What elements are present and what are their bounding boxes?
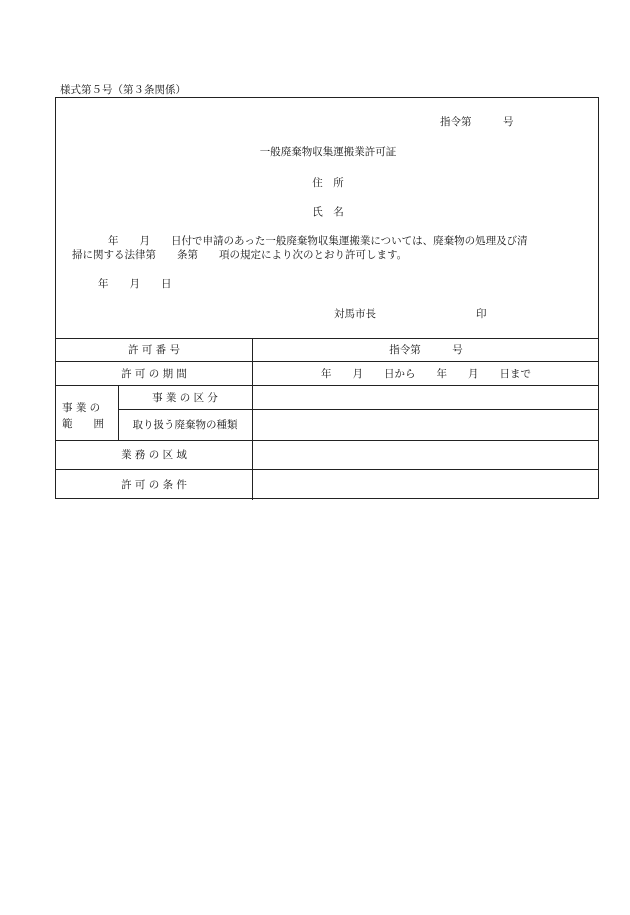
issue-date-line: 年 月 日	[98, 278, 172, 290]
certificate-title: 一般廃棄物収集運搬業許可証	[259, 146, 397, 158]
waste-types-value	[252, 409, 600, 440]
permit-period-value: 年 月 日から 年 月 日まで	[321, 367, 531, 380]
waste-types-label: 取り扱う廃棄物の種類	[132, 419, 238, 431]
permit-conditions-value	[252, 469, 600, 500]
address-label: 住 所	[312, 177, 344, 189]
name-label: 氏 名	[312, 206, 344, 218]
business-area-value	[252, 440, 600, 469]
business-category-label: 事 業 の 区 分	[152, 391, 218, 404]
form-caption: 様式第５号（第３条関係）	[60, 84, 186, 96]
business-area-label: 業 務 の 区 域	[121, 449, 187, 461]
permit-period-label: 許 可 の 期 間	[121, 367, 187, 380]
scope-label-line-1: 事 業 の	[62, 402, 101, 414]
certificate-number-line: 指令第 号	[440, 116, 514, 128]
certificate-body-line-1: 年 月 日付で申請のあった一般廃棄物収集運搬業については、廃棄物の処理及び清	[108, 235, 528, 247]
permit-number-label: 許 可 番 号	[127, 344, 180, 356]
scope-label-line-2: 範 囲	[62, 418, 104, 430]
permit-conditions-label: 許 可 の 条 件	[121, 479, 187, 491]
permit-certificate-frame	[55, 97, 599, 499]
seal-mark: 印	[476, 308, 487, 320]
issuer-name: 対馬市長	[334, 308, 376, 320]
business-category-value	[252, 385, 600, 409]
permit-number-value: 指令第 号	[389, 344, 463, 356]
certificate-body-line-2: 掃に関する法律第 条第 項の規定により次のとおり許可します。	[72, 249, 408, 261]
